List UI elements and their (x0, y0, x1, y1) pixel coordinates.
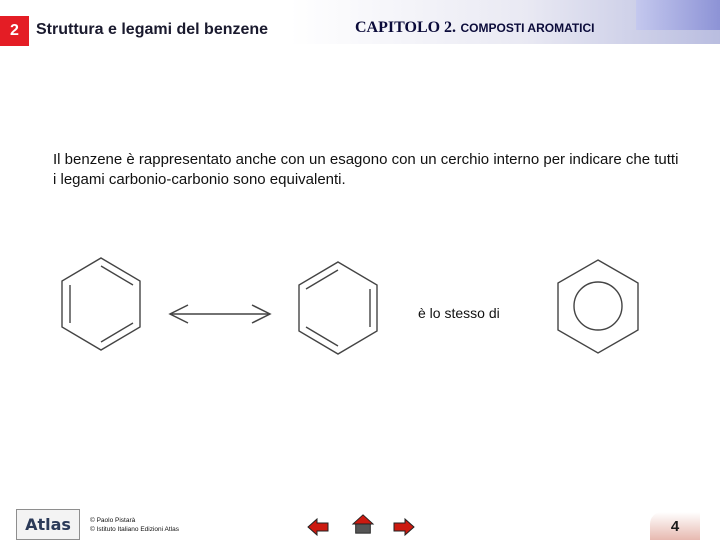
chapter-label: CAPITOLO 2. (355, 19, 457, 36)
body-paragraph: Il benzene è rappresentato anche con un esagono con un cerchio interno per indicare che tutti i legami carbonio-carbonio sono equivalenti. (53, 151, 679, 188)
credit-author: © Paolo Pistarà (90, 517, 136, 524)
benzene-circle-structure (558, 260, 638, 353)
benzene-structures (0, 250, 720, 380)
page-number: 4 (650, 512, 700, 540)
benzene-kekule-1 (62, 258, 140, 350)
section-title: Struttura e legami del benzene (36, 21, 269, 38)
atlas-logo (16, 509, 80, 540)
credits (90, 516, 179, 534)
home-icon[interactable] (351, 513, 375, 535)
chapter-subtitle: COMPOSTI AROMATICI (460, 21, 595, 35)
section-number-badge: 2 (0, 16, 29, 46)
benzene-kekule-2 (299, 262, 377, 354)
logo-text: Atlas (25, 515, 71, 534)
right-arrow-icon[interactable] (392, 516, 416, 538)
chapter-heading (355, 19, 595, 37)
equivalence-label: è lo stesso di (418, 305, 500, 321)
resonance-arrow (170, 305, 270, 323)
left-arrow-icon[interactable] (306, 516, 330, 538)
corner-accent (636, 0, 720, 30)
credit-publisher: © Istituto Italiano Edizioni Atlas (90, 526, 179, 533)
